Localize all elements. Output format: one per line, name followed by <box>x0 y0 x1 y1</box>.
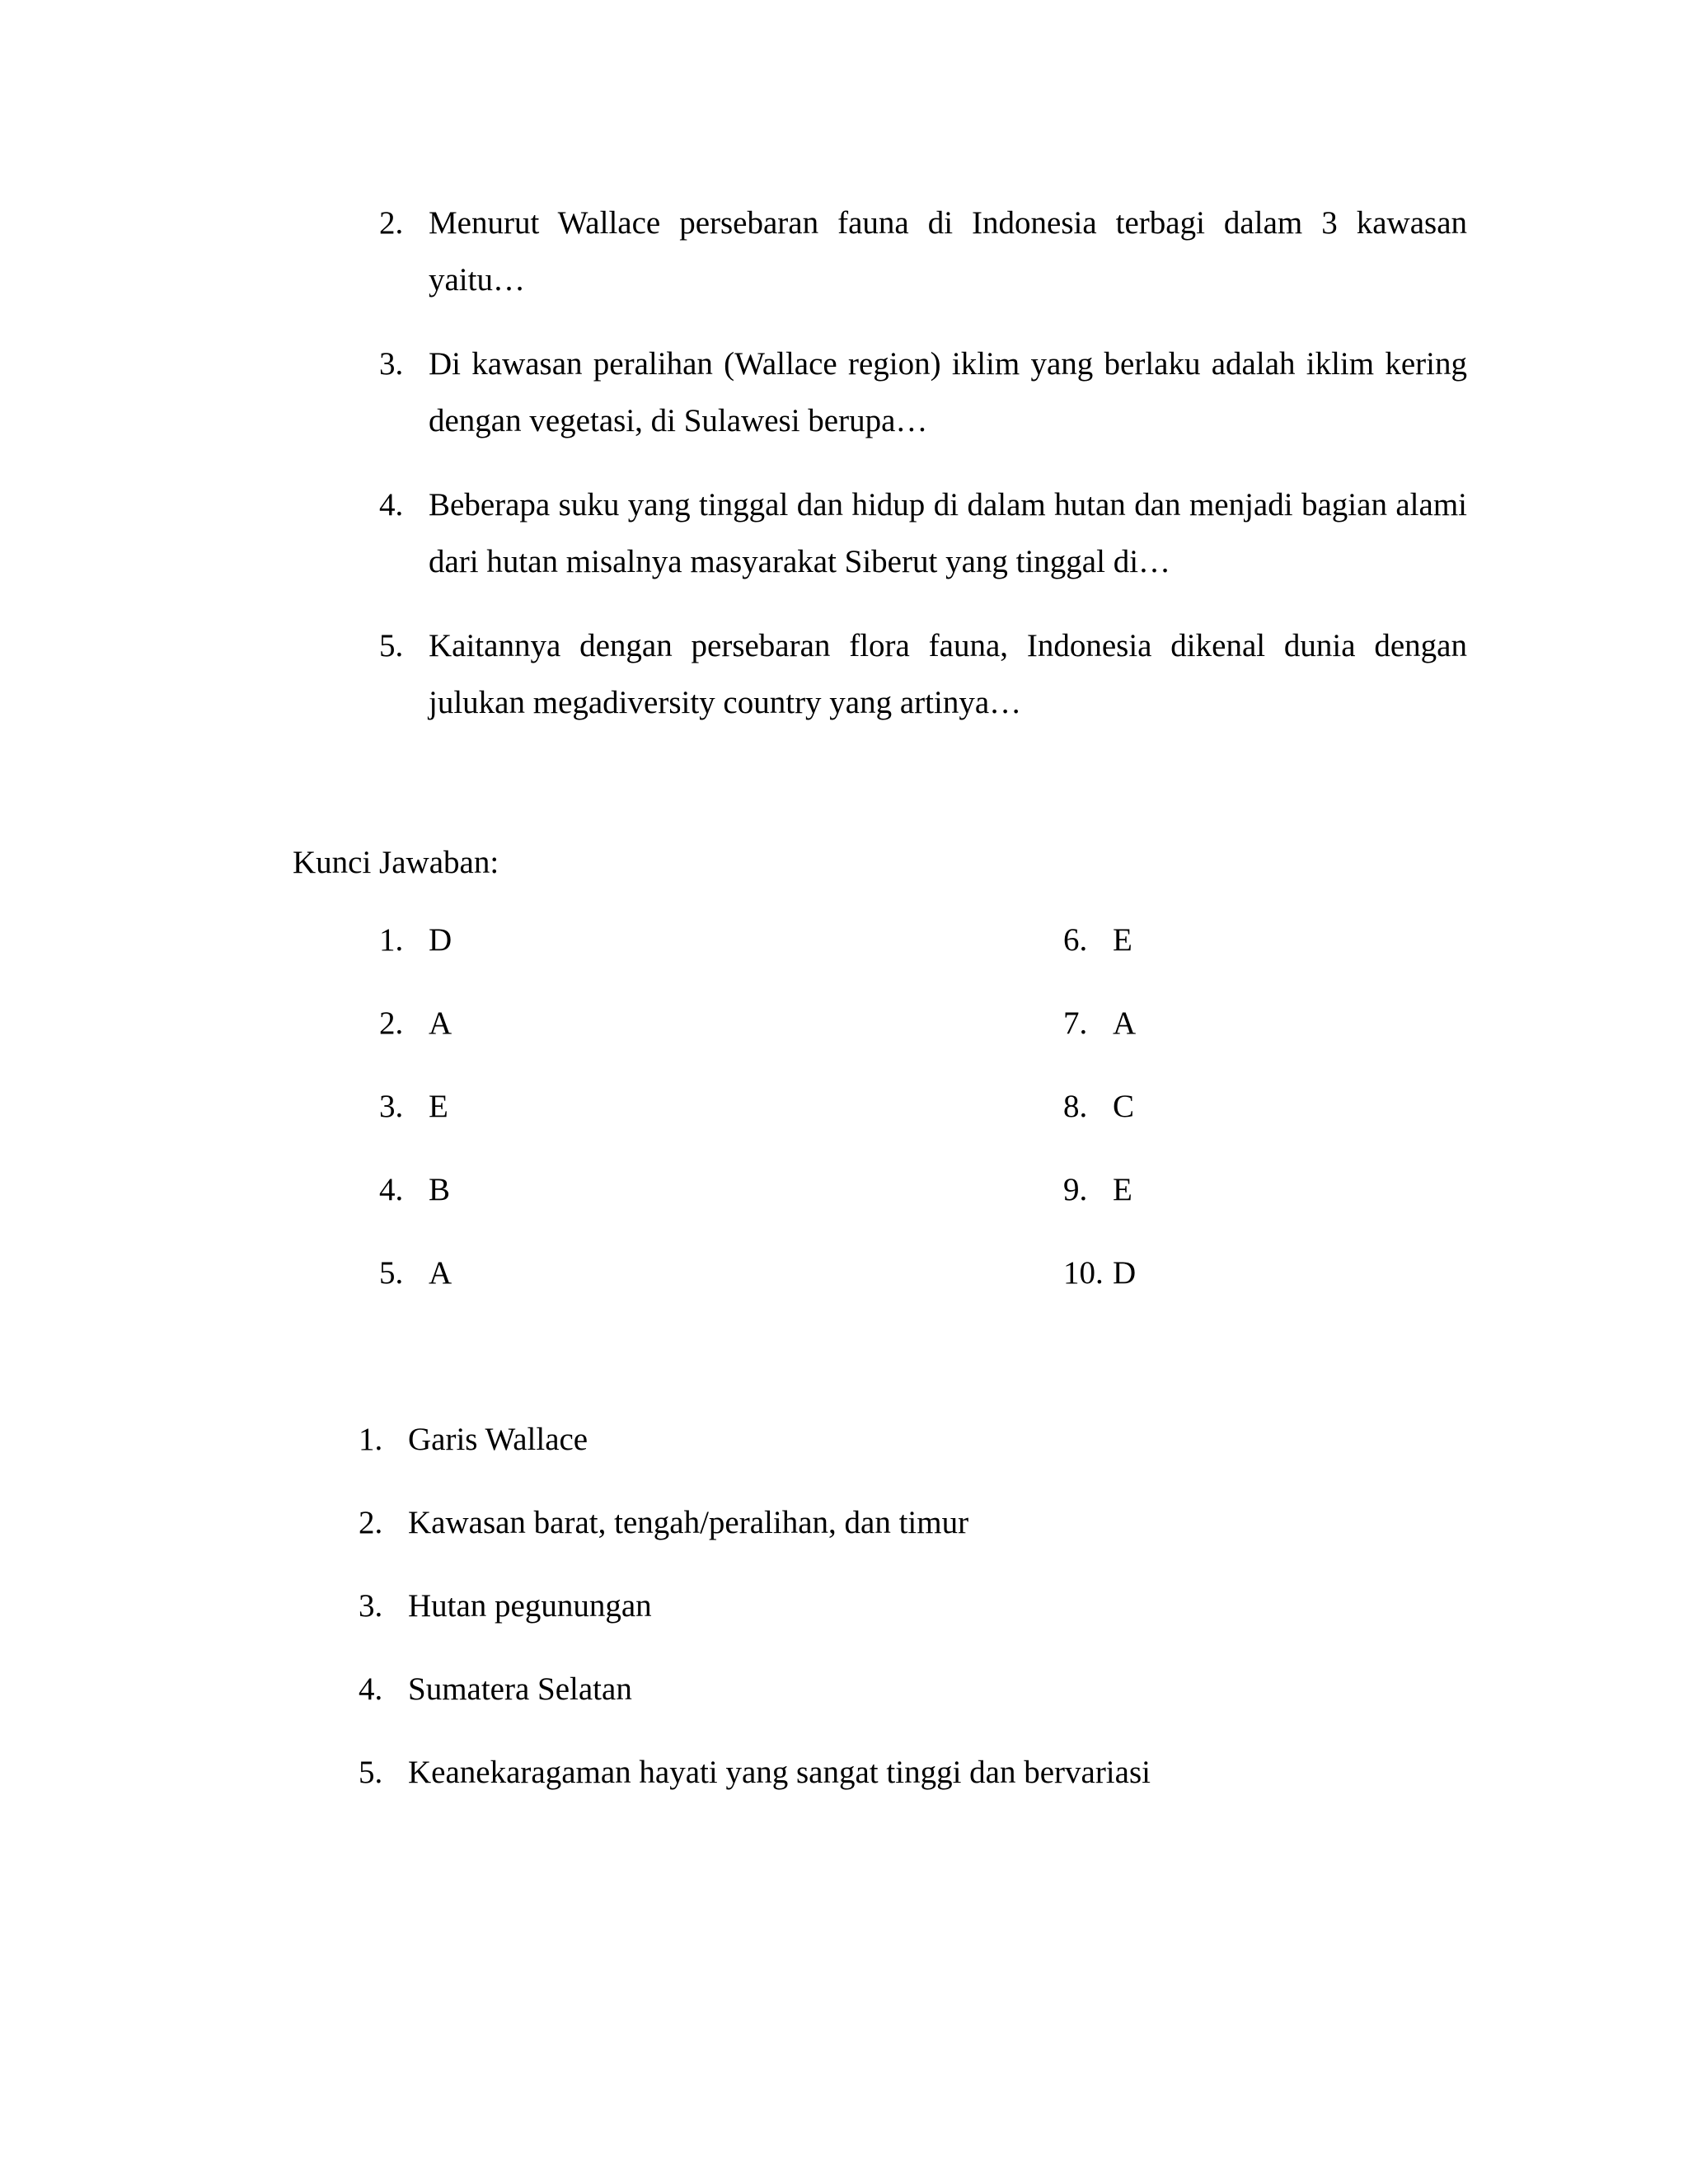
answer-key-item <box>1063 1244 1136 1328</box>
answer-key-number: 1. <box>379 922 404 958</box>
question-number: 3. <box>379 346 404 382</box>
answer-key-number: 2. <box>379 1005 404 1041</box>
question-text: Beberapa suku yang tinggal dan hidup di dalam hutan dan menjadi bagian alami dari hutan misalnya masyarakat Siberut yang tinggal di… <box>429 487 1467 579</box>
question-text: Kaitannya dengan persebaran flora fauna, Indonesia dikenal dunia dengan julukan megadiversity country yang artinya… <box>429 628 1467 720</box>
answer-key-number: 10. <box>1063 1255 1104 1291</box>
answer-key-right-column <box>1063 912 1136 1328</box>
essay-answer-number: 5. <box>359 1755 383 1790</box>
answer-key-number: 3. <box>379 1089 404 1124</box>
question-list <box>379 194 1467 758</box>
answer-key-number: 7. <box>1063 1005 1088 1041</box>
answer-key-letter: E <box>1113 1172 1132 1207</box>
essay-answer-number: 1. <box>359 1422 383 1457</box>
answer-key-left-column <box>379 912 452 1328</box>
answer-key-letter: B <box>429 1172 451 1207</box>
essay-answer-text: Sumatera Selatan <box>408 1671 632 1707</box>
question-item <box>379 194 1467 308</box>
answer-key-letter: D <box>1113 1255 1137 1291</box>
answer-key-item <box>1063 912 1136 995</box>
essay-answer-text: Garis Wallace <box>408 1422 588 1457</box>
question-number: 2. <box>379 205 404 241</box>
question-item <box>379 476 1467 590</box>
answer-key-number: 8. <box>1063 1089 1088 1124</box>
answer-key-letter: E <box>1113 922 1132 958</box>
question-text: Di kawasan peralihan (Wallace region) iklim yang berlaku adalah iklim kering dengan vegetasi, di Sulawesi berupa… <box>429 346 1467 438</box>
answer-key-letter: A <box>1113 1005 1137 1041</box>
answer-key-number: 4. <box>379 1172 404 1207</box>
answer-key-number: 9. <box>1063 1172 1088 1207</box>
answer-key-heading: Kunci Jawaban: <box>293 845 499 880</box>
essay-answer-number: 2. <box>359 1505 383 1540</box>
answer-key-item <box>1063 1161 1136 1244</box>
essay-answer-number: 4. <box>359 1671 383 1707</box>
answer-key-letter: A <box>429 1255 452 1291</box>
essay-answer-list <box>359 1411 1151 1827</box>
essay-answer-text: Kawasan barat, tengah/peralihan, dan timur <box>408 1505 969 1540</box>
answer-key-item <box>379 995 452 1078</box>
essay-answer-item <box>359 1661 1151 1744</box>
essay-answer-text: Keanekaragaman hayati yang sangat tinggi dan bervariasi <box>408 1755 1151 1790</box>
question-number: 4. <box>379 487 404 523</box>
essay-answer-number: 3. <box>359 1588 383 1624</box>
essay-answer-text: Hutan pegunungan <box>408 1588 652 1624</box>
question-item <box>379 617 1467 731</box>
answer-key-letter: A <box>429 1005 452 1041</box>
answer-key-letter: C <box>1113 1089 1135 1124</box>
question-item <box>379 335 1467 449</box>
answer-key-letter: D <box>429 922 452 958</box>
essay-answer-item <box>359 1577 1151 1661</box>
answer-key-item <box>1063 1078 1136 1161</box>
answer-key-letter: E <box>429 1089 448 1124</box>
question-number: 5. <box>379 628 404 663</box>
answer-key-item <box>379 1078 452 1161</box>
answer-key-number: 5. <box>379 1255 404 1291</box>
answer-key-number: 6. <box>1063 922 1088 958</box>
question-text: Menurut Wallace persebaran fauna di Indonesia terbagi dalam 3 kawasan yaitu… <box>429 205 1467 298</box>
answer-key-item <box>1063 995 1136 1078</box>
essay-answer-item <box>359 1744 1151 1827</box>
essay-answer-item <box>359 1411 1151 1494</box>
answer-key-item <box>379 1244 452 1328</box>
answer-key-item <box>379 912 452 995</box>
essay-answer-item <box>359 1494 1151 1577</box>
answer-key-item <box>379 1161 452 1244</box>
